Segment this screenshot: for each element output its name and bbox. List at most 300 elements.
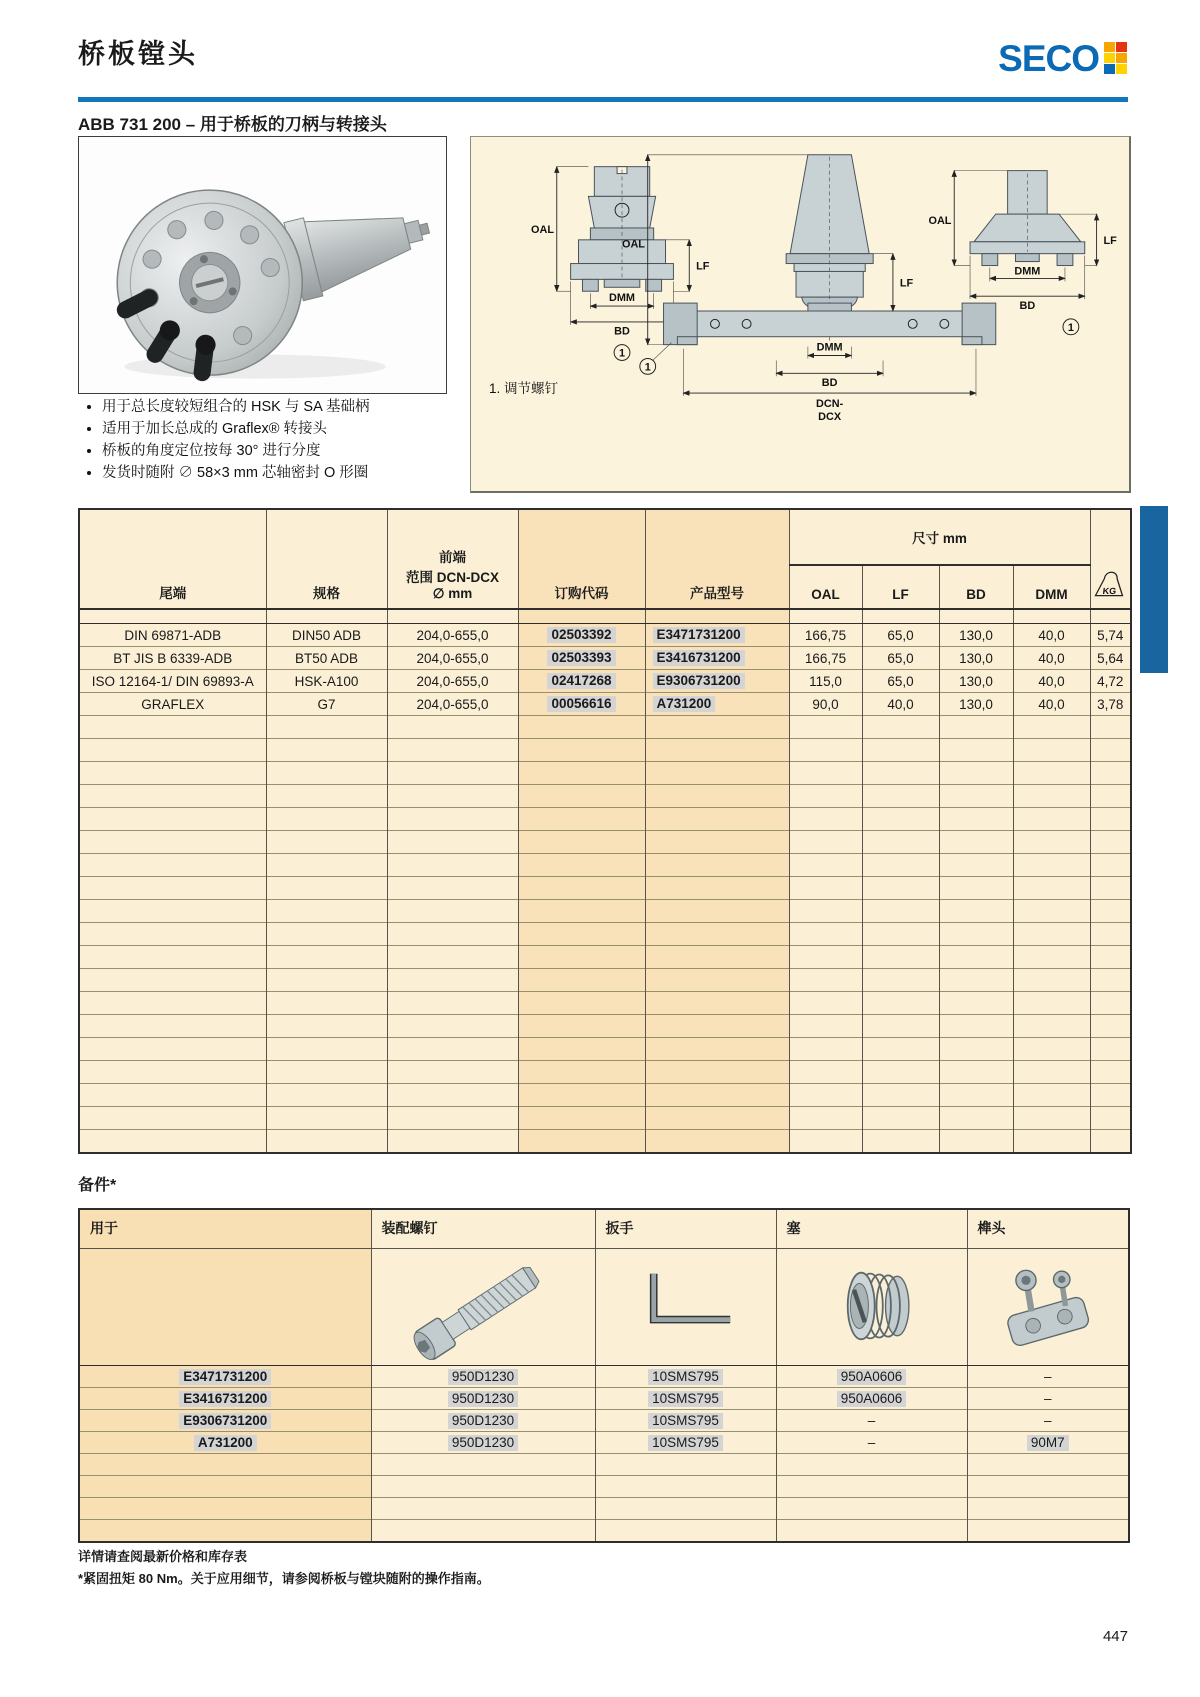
svg-text:BD: BD (614, 325, 630, 338)
spec-cell (266, 854, 387, 877)
tail-cell (79, 877, 266, 900)
kg-cell (1090, 831, 1131, 854)
col-header-bd: BD (939, 565, 1013, 609)
code-chip: 950D1230 (448, 1391, 518, 1407)
table-row (79, 739, 1131, 762)
col-header-weight (1090, 509, 1131, 609)
table-row (79, 877, 1131, 900)
for-cell (79, 1366, 371, 1388)
range-cell (387, 1038, 518, 1061)
spares-image-cell (595, 1249, 776, 1366)
kg-cell: 5,64 (1090, 647, 1131, 670)
model-cell (645, 808, 789, 831)
range-cell (387, 831, 518, 854)
spec-cell (266, 716, 387, 739)
oal-cell (789, 1038, 862, 1061)
range-cell (387, 923, 518, 946)
model-cell (645, 609, 789, 624)
section-title: ABB 731 200 – 用于桥板的刀柄与转接头 (78, 115, 387, 134)
svg-text:BD: BD (1019, 300, 1036, 313)
tail-cell (79, 1084, 266, 1107)
col-header-tail: 尾端 (79, 509, 266, 609)
kg-cell (1090, 992, 1131, 1015)
kg-cell (1090, 946, 1131, 969)
order_code-cell (518, 762, 645, 785)
table-row (79, 969, 1131, 992)
spares-header-for: 用于 (79, 1209, 371, 1249)
tenon-cell (967, 1454, 1129, 1476)
code-chip: 10SMS795 (648, 1391, 723, 1407)
tenon-cell: – (967, 1388, 1129, 1410)
for-cell (79, 1476, 371, 1498)
spares-image-cell (967, 1249, 1129, 1366)
oal-cell (789, 1107, 862, 1130)
oal-cell: 166,75 (789, 647, 862, 670)
table-row (79, 670, 1131, 693)
tail-cell (79, 831, 266, 854)
order_code-cell (518, 647, 645, 670)
tail-cell (79, 609, 266, 624)
model-cell (645, 877, 789, 900)
dmm-cell (1013, 1084, 1090, 1107)
range-cell: 204,0-655,0 (387, 693, 518, 716)
spec-cell: DIN50 ADB (266, 624, 387, 647)
lf-cell (862, 609, 939, 624)
wrench-cell (595, 1498, 776, 1520)
code-chip: E3416731200 (179, 1391, 271, 1407)
main-product-table (78, 508, 1132, 1154)
tail-cell (79, 1061, 266, 1084)
dmm-cell (1013, 877, 1090, 900)
model-cell (645, 1107, 789, 1130)
range-cell (387, 808, 518, 831)
table-row (79, 808, 1131, 831)
svg-text:1: 1 (618, 347, 626, 360)
plug-cell (776, 1454, 967, 1476)
kg-cell (1090, 923, 1131, 946)
bd-cell (939, 1107, 1013, 1130)
order_code-cell (518, 969, 645, 992)
col-header-front-range (387, 509, 518, 609)
wrench-cell (595, 1410, 776, 1432)
dmm-cell (1013, 609, 1090, 624)
order_code-cell (518, 992, 645, 1015)
for-cell (79, 1520, 371, 1543)
table-row (79, 1410, 1129, 1432)
table-row (79, 1498, 1129, 1520)
range-cell (387, 739, 518, 762)
logo-square (1104, 64, 1115, 74)
table-row (79, 762, 1131, 785)
model-cell (645, 785, 789, 808)
order_code-cell (518, 739, 645, 762)
dmm-cell: 40,0 (1013, 624, 1090, 647)
spec-cell (266, 946, 387, 969)
logo-square (1104, 53, 1115, 63)
oal-cell (789, 716, 862, 739)
range-cell (387, 854, 518, 877)
tail-cell: ISO 12164-1/ DIN 69893-A (79, 670, 266, 693)
order_code-cell (518, 946, 645, 969)
dmm-cell: 40,0 (1013, 647, 1090, 670)
bd-cell (939, 1038, 1013, 1061)
col-header-dimensions: 尺寸 mm (789, 509, 1090, 565)
tail-cell (79, 785, 266, 808)
dmm-cell: 40,0 (1013, 693, 1090, 716)
model-cell (645, 831, 789, 854)
range-cell (387, 716, 518, 739)
logo-square (1116, 64, 1127, 74)
range-cell (387, 900, 518, 923)
svg-text:OAL: OAL (928, 215, 952, 228)
range-cell (387, 1107, 518, 1130)
table-row (79, 624, 1131, 647)
for-cell (79, 1454, 371, 1476)
order_code-cell (518, 808, 645, 831)
feature-list (80, 396, 480, 484)
spec-cell (266, 1061, 387, 1084)
tail-cell: GRAFLEX (79, 693, 266, 716)
tail-cell: DIN 69871-ADB (79, 624, 266, 647)
tenon-cell: – (967, 1410, 1129, 1432)
spec-cell (266, 785, 387, 808)
range-cell (387, 1061, 518, 1084)
oal-cell (789, 854, 862, 877)
tail-cell (79, 716, 266, 739)
svg-text:LF: LF (899, 277, 914, 290)
spec-cell (266, 1038, 387, 1061)
order_code-cell (518, 1015, 645, 1038)
front-range-line2: 范围 DCN-DCX (406, 570, 499, 585)
screw-cell (371, 1498, 595, 1520)
tenon-cell (967, 1476, 1129, 1498)
screw-cell (371, 1366, 595, 1388)
oal-cell (789, 831, 862, 854)
code-chip: E3416731200 (653, 650, 745, 666)
spec-cell (266, 609, 387, 624)
tail-cell (79, 992, 266, 1015)
footer-note-price: 详情请查阅最新价格和库存表 (78, 1549, 248, 1564)
for-cell (79, 1410, 371, 1432)
screw-cell (371, 1476, 595, 1498)
bd-cell (939, 785, 1013, 808)
oal-cell (789, 808, 862, 831)
table-row (79, 1454, 1129, 1476)
oal-cell (789, 946, 862, 969)
model-cell (645, 1084, 789, 1107)
lf-cell: 65,0 (862, 670, 939, 693)
svg-text:OAL: OAL (622, 238, 645, 251)
tail-cell (79, 1107, 266, 1130)
bd-cell (939, 609, 1013, 624)
model-cell (645, 647, 789, 670)
spares-header-tenon: 榫头 (967, 1209, 1129, 1249)
oal-cell: 90,0 (789, 693, 862, 716)
front-range-line1: 前端 (439, 550, 466, 565)
lf-cell: 65,0 (862, 647, 939, 670)
spec-cell (266, 831, 387, 854)
model-cell (645, 1038, 789, 1061)
code-chip: 950D1230 (448, 1435, 518, 1451)
kg-cell (1090, 1061, 1131, 1084)
oal-cell (789, 900, 862, 923)
bd-cell (939, 1061, 1013, 1084)
dmm-cell (1013, 785, 1090, 808)
bd-cell (939, 854, 1013, 877)
wrench-cell (595, 1388, 776, 1410)
svg-text:DMM: DMM (1014, 265, 1041, 278)
spec-cell (266, 877, 387, 900)
spares-header-plug: 塞 (776, 1209, 967, 1249)
range-cell (387, 877, 518, 900)
code-chip: E3471731200 (179, 1369, 271, 1385)
kg-cell (1090, 877, 1131, 900)
order_code-cell (518, 1061, 645, 1084)
order_code-cell (518, 716, 645, 739)
spares-header-wrench: 扳手 (595, 1209, 776, 1249)
plug-cell (776, 1366, 967, 1388)
tail-cell (79, 1038, 266, 1061)
screw-cell (371, 1432, 595, 1454)
bd-cell (939, 946, 1013, 969)
kg-cell (1090, 969, 1131, 992)
weight-kg-icon (1093, 567, 1129, 599)
tail-cell (79, 900, 266, 923)
range-cell (387, 1084, 518, 1107)
range-cell: 204,0-655,0 (387, 624, 518, 647)
spec-cell (266, 969, 387, 992)
code-chip: A731200 (194, 1435, 257, 1451)
feature-item: • 适用于加长总成的 Graflex® 转接头 (102, 418, 480, 440)
svg-text:1: 1 (1067, 321, 1074, 334)
model-cell (645, 739, 789, 762)
spec-cell (266, 739, 387, 762)
oal-cell (789, 1061, 862, 1084)
code-chip: 02503393 (547, 650, 615, 666)
dmm-cell (1013, 831, 1090, 854)
range-cell (387, 992, 518, 1015)
wrench-cell (595, 1366, 776, 1388)
model-cell (645, 1130, 789, 1154)
spares-image-cell (776, 1249, 967, 1366)
model-cell (645, 693, 789, 716)
svg-text:BD: BD (821, 377, 838, 390)
dmm-cell (1013, 992, 1090, 1015)
spec-cell: HSK-A100 (266, 670, 387, 693)
plug-cell: – (776, 1410, 967, 1432)
spec-cell (266, 762, 387, 785)
table-row (79, 693, 1131, 716)
lf-cell (862, 923, 939, 946)
boring-head-photo-image (79, 137, 446, 393)
table-row (79, 1084, 1131, 1107)
lf-cell (862, 1130, 939, 1154)
bd-cell (939, 762, 1013, 785)
dmm-cell (1013, 762, 1090, 785)
spec-cell: G7 (266, 693, 387, 716)
oal-cell (789, 609, 862, 624)
dimension-diagram (470, 136, 1131, 493)
kg-cell (1090, 808, 1131, 831)
order_code-cell (518, 785, 645, 808)
dmm-cell (1013, 716, 1090, 739)
order_code-cell (518, 609, 645, 624)
code-chip: 950A0606 (837, 1391, 907, 1407)
lf-cell (862, 716, 939, 739)
code-chip: 10SMS795 (648, 1435, 723, 1451)
lf-cell (862, 1038, 939, 1061)
screw-cell (371, 1520, 595, 1543)
svg-text:DCX: DCX (818, 410, 842, 423)
product-photo (78, 136, 447, 394)
lf-cell: 65,0 (862, 624, 939, 647)
table-row (79, 1015, 1131, 1038)
bd-cell (939, 1130, 1013, 1154)
svg-text:1: 1 (644, 361, 651, 374)
spares-section-title: 备件* (78, 1177, 117, 1194)
range-cell (387, 946, 518, 969)
model-cell (645, 923, 789, 946)
code-chip: A731200 (653, 696, 716, 712)
code-chip: 10SMS795 (648, 1369, 723, 1385)
dmm-cell (1013, 1061, 1090, 1084)
oal-cell (789, 877, 862, 900)
feature-item: • 用于总长度较短组合的 HSK 与 SA 基础柄 (102, 396, 480, 418)
tail-cell (79, 854, 266, 877)
kg-cell: 5,74 (1090, 624, 1131, 647)
bd-cell (939, 923, 1013, 946)
table-row (79, 946, 1131, 969)
range-cell: 204,0-655,0 (387, 647, 518, 670)
lf-cell (862, 808, 939, 831)
plug-cell (776, 1388, 967, 1410)
footer-note-torque: *紧固扭矩 80 Nm。关于应用细节，请参阅桥板与镗块随附的操作指南。 (78, 1571, 490, 1586)
table-row (79, 647, 1131, 670)
dmm-cell (1013, 946, 1090, 969)
oal-cell (789, 992, 862, 1015)
oal-cell (789, 1130, 862, 1154)
table-row (79, 1366, 1129, 1388)
lf-cell (862, 900, 939, 923)
kg-cell (1090, 1038, 1131, 1061)
spec-cell: BT50 ADB (266, 647, 387, 670)
tail-cell: BT JIS B 6339-ADB (79, 647, 266, 670)
bd-cell (939, 808, 1013, 831)
lf-cell (862, 877, 939, 900)
table-row (79, 1388, 1129, 1410)
code-chip: E9306731200 (653, 673, 745, 689)
col-header-dmm: DMM (1013, 565, 1090, 609)
bd-cell (939, 739, 1013, 762)
range-cell (387, 609, 518, 624)
lf-cell (862, 831, 939, 854)
table-row (79, 1432, 1129, 1454)
threaded-plug-icon (782, 1251, 962, 1361)
code-chip: 00056616 (547, 696, 615, 712)
lf-cell (862, 946, 939, 969)
logo-square (1116, 42, 1127, 52)
col-header-lf: LF (862, 565, 939, 609)
table-row (79, 992, 1131, 1015)
plug-cell (776, 1520, 967, 1543)
bd-cell (939, 831, 1013, 854)
lf-cell (862, 762, 939, 785)
lf-cell (862, 1015, 939, 1038)
wrench-cell (595, 1454, 776, 1476)
table-row (79, 900, 1131, 923)
code-chip: 950D1230 (448, 1413, 518, 1429)
model-cell (645, 900, 789, 923)
spare-parts-table (78, 1208, 1130, 1543)
order_code-cell (518, 624, 645, 647)
kg-cell (1090, 739, 1131, 762)
table-row (79, 1107, 1131, 1130)
order_code-cell (518, 693, 645, 716)
kg-cell: 3,78 (1090, 693, 1131, 716)
col-header-order-code: 订购代码 (518, 509, 645, 609)
diagram-note: 1. 调节螺钉 (489, 381, 559, 396)
front-range-line3: ∅ mm (432, 586, 473, 601)
svg-text:LF: LF (1103, 234, 1117, 247)
bd-cell (939, 1084, 1013, 1107)
order_code-cell (518, 831, 645, 854)
table-row (79, 785, 1131, 808)
header-divider (78, 97, 1128, 102)
seco-logo-mark-icon (1104, 42, 1128, 75)
page-number: 447 (1102, 1628, 1128, 1645)
col-header-model: 产品型号 (645, 509, 789, 609)
spec-cell (266, 1015, 387, 1038)
oal-cell (789, 762, 862, 785)
range-cell (387, 1015, 518, 1038)
kg-cell (1090, 1084, 1131, 1107)
tenon-cell: – (967, 1366, 1129, 1388)
plug-cell (776, 1476, 967, 1498)
model-cell (645, 670, 789, 693)
lf-cell (862, 739, 939, 762)
lf-cell (862, 1084, 939, 1107)
kg-cell (1090, 762, 1131, 785)
tenon-cell (967, 1498, 1129, 1520)
for-cell (79, 1432, 371, 1454)
wrench-cell (595, 1476, 776, 1498)
kg-cell (1090, 900, 1131, 923)
order_code-cell (518, 923, 645, 946)
kg-cell (1090, 854, 1131, 877)
oal-cell (789, 739, 862, 762)
seco-logo (912, 37, 1128, 79)
screw-cell (371, 1388, 595, 1410)
dmm-cell (1013, 808, 1090, 831)
range-cell: 204,0-655,0 (387, 670, 518, 693)
order_code-cell (518, 1107, 645, 1130)
kg-cell (1090, 1015, 1131, 1038)
lf-cell (862, 1061, 939, 1084)
spares-image-cell (79, 1249, 371, 1366)
code-chip: 950A0606 (837, 1369, 907, 1385)
tail-cell (79, 1015, 266, 1038)
table-row (79, 1061, 1131, 1084)
spares-header-screw: 装配螺钉 (371, 1209, 595, 1249)
kg-cell (1090, 785, 1131, 808)
lf-cell (862, 969, 939, 992)
dmm-cell (1013, 1130, 1090, 1154)
range-cell (387, 762, 518, 785)
oal-cell (789, 969, 862, 992)
dmm-cell (1013, 739, 1090, 762)
model-cell (645, 969, 789, 992)
range-cell (387, 785, 518, 808)
